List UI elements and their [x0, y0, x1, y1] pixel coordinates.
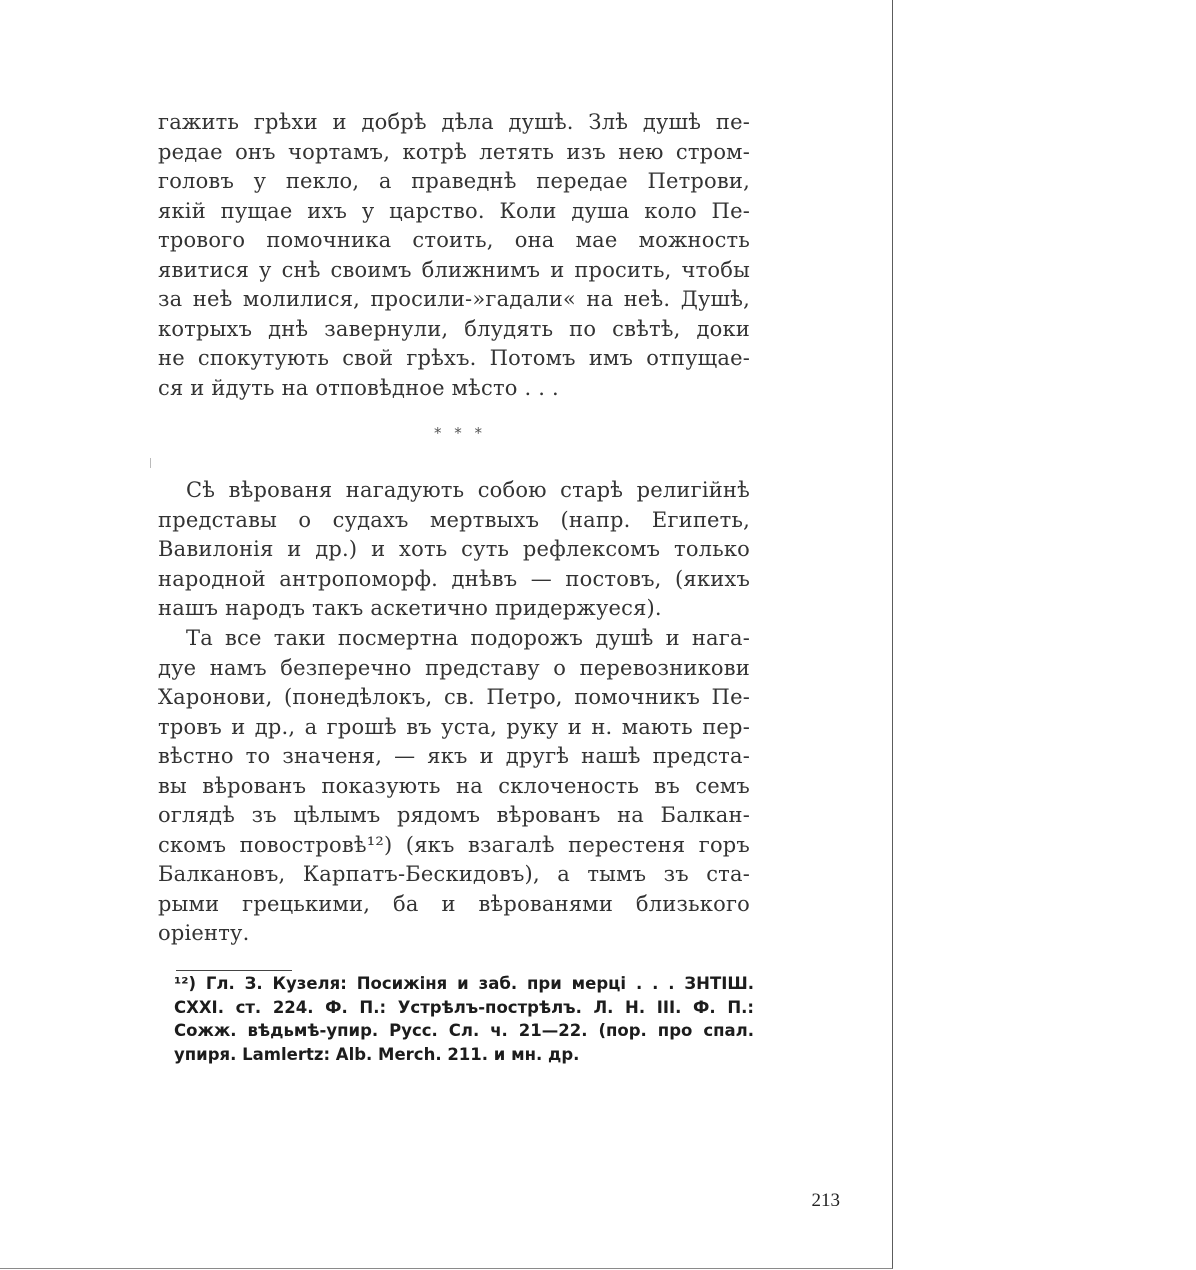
- text-line: котрыхъ днѣ завернули, блудять по свѣтѣ, доки: [158, 316, 750, 341]
- text-line: представы о судахъ мертвыхъ (напр. Египеть,: [158, 507, 750, 532]
- paragraph-beliefs: [158, 476, 750, 624]
- text-line: якій пущае ихъ у царство. Коли душа коло Пе-: [158, 198, 750, 223]
- text-line: Вавилонія и др.) и хоть суть рефлексомъ только: [158, 537, 750, 561]
- text-line: оріенту.: [158, 921, 250, 945]
- text-line: головъ у пекло, а праведнѣ передае Петрови,: [158, 169, 750, 193]
- footnote-line: CXXI. ст. 224. Ф. П.: Устрѣлъ-пострѣлъ. Л. Н. III. Ф. П.:: [174, 997, 754, 1017]
- text-line: Сѣ вѣрованя нагадують собою старѣ религійнѣ: [186, 478, 750, 502]
- section-separator: * * *: [433, 424, 487, 442]
- footnote-block: [174, 972, 754, 1066]
- text-line: нашъ народъ такъ аскетично придержуеся).: [158, 596, 662, 620]
- text-line: Харонови, (понедѣлокъ, св. Петро, помочникъ Пе-: [158, 685, 750, 709]
- text-line: народной антропоморф. днѣвъ — постовъ, (якихъ: [158, 566, 750, 591]
- text-line: оглядѣ зъ цѣлымъ рядомъ вѣрованъ на Балкан-: [158, 803, 750, 827]
- text-line: скомъ повостровѣ¹²) (якъ взагалѣ перестеня горъ: [158, 832, 750, 857]
- text-line: вы вѣрованъ показують на склоченость въ семъ: [158, 773, 750, 798]
- margin-mark: [150, 458, 151, 468]
- page-number: 213: [811, 1190, 840, 1211]
- paragraph-charon: [158, 624, 750, 949]
- text-line: дуе намъ безперечно представу о перевозникови: [158, 655, 750, 680]
- footnote-line: Сожж. вѣдьмѣ-упир. Русс. Сл. ч. 21—22. (пор. про спал.: [174, 1021, 754, 1040]
- text-line: редае онъ чортамъ, котрѣ летять изъ нею стром-: [158, 139, 750, 164]
- text-line: Та все таки посмертна подорожъ душѣ и нага-: [186, 626, 750, 650]
- text-line: рыми грецькими, ба и вѣрованями близького: [158, 891, 750, 916]
- footnote-divider: [176, 970, 292, 971]
- text-line: Балкановъ, Карпатъ-Бескидовъ), а тымъ зъ ста-: [158, 862, 750, 886]
- text-line: тровъ и др., а грошѣ въ уста, руку и н. мають пер-: [158, 714, 750, 739]
- text-line: не спокутують свой грѣхъ. Потомъ имъ отпущае-: [158, 346, 750, 370]
- text-line: гажить грѣхи и добрѣ дѣла душѣ. Злѣ душѣ пе-: [158, 110, 750, 134]
- text-line: за неѣ молилися, просили-»гадали« на неѣ. Душѣ,: [158, 287, 750, 311]
- text-line: явитися у снѣ своимъ ближнимъ и просить, чтобы: [158, 257, 750, 282]
- text-line: вѣстно то значеня, — якъ и другѣ нашѣ предста-: [158, 744, 750, 768]
- paragraph-souls-judgment: [158, 108, 750, 403]
- text-line: ся и йдуть на отповѣдное мѣсто . . .: [158, 375, 559, 400]
- footnote-line: упиря. Lamlertz: Alb. Merch. 211. и мн. др.: [174, 1044, 580, 1064]
- footnote-line: ¹²) Гл. З. Кузеля: Посижіня и заб. при мерці . . . ЗНТІШ.: [174, 974, 754, 993]
- text-line: тровoго помочника стоить, она мае можность: [158, 228, 750, 252]
